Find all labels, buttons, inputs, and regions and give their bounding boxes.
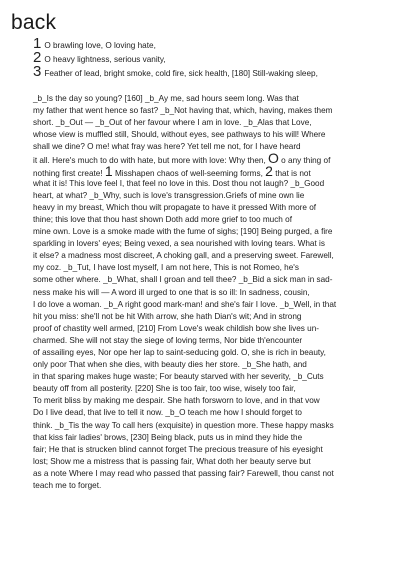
text-segment: nothing first create! [33,168,105,178]
back-link[interactable]: back [11,11,57,34]
text-line: my coz. _b_Tut, I have lost myself, I am not here, This is not Romeo, he's [33,263,299,273]
text-line: sparkling in lovers' eyes; Being vexed, a sea nourished with loving tears. What is [33,239,325,249]
text-line: my father that went hence so fast? _b_Not having that, which, having, makes them [33,106,333,116]
text-line: of assailing eyes, Nor ope her lap to saint-seducing gold. O, she is rich in beauty, [33,347,326,357]
line-number: 1 [33,35,42,52]
text-line: heavy in my breast, Which thou wilt propagate to have it pressed With more of [33,202,317,212]
text-line: lost; Show me a mistress that is passing fair, What doth her beauty serve but [33,456,311,466]
text-line: proof of chastity well armed, [210] From Love's weak childish bow she lives un- [33,323,319,333]
text-segment: o any thing of [278,156,331,166]
text-line: only poor That when she dies, with beauty dies her store. _b_She hath, and [33,360,307,370]
text-line: _b_Is the day so young? [160] _b_Ay me, sad hours seem long. Was that [33,94,299,103]
text-line: heart, at what? _b_Why, such is love's transgression.Griefs of mine own lie [33,190,305,200]
text-line: in that sparing makes huge waste; For beauty starved with her severity, _b_Cuts [33,372,324,382]
text-segment: that is not [272,168,311,178]
text-line: To merit bliss by making me despair. She hath forsworn to love, and in that vow [33,396,320,406]
text-line [33,150,399,167]
text-segment: Misshapen chaos of well-seeming forms, [112,168,266,178]
text-line: teach me to forget. [33,481,102,490]
line-number: 2 [33,49,42,66]
text-line: think. _b_Tis the way To call hers (exquisite) in question more. These happy masks [33,420,334,430]
text-line: some other where. _b_What, shall I groan and tell thee? _b_Bid a sick man in sad- [33,275,333,285]
inline-marker: 2 [265,162,273,179]
line-number: 3 [33,63,42,80]
line-text: Feather of lead, bright smoke, cold fire, sick health, [180] Still-waking sleep, [44,69,318,78]
text-segment: it all. Here's much to do with hate, but more with love: Why then, [33,156,269,166]
line-text: O brawling love, O loving hate, [44,41,156,50]
text-line: thine; this love that thou hast shown Doth add more grief to too much of [33,214,292,224]
text-line: charmed. She will not stay the siege of loving terms, Nor bide th'encounter [33,335,303,345]
text-line: what it is! This love feel I, that feel no love in this. Dost thou not laugh? _b_Good [33,178,325,188]
body-text [33,93,399,492]
numbered-line [33,51,403,65]
text-line: beauty off from all posterity. [220] She is too fair, too wise, wisely too fair, [33,384,296,394]
line-text: O heavy lightness, serious vanity, [44,55,166,64]
text-line [33,162,399,179]
text-line: that kiss fair ladies' brows, [230] Being black, puts us in mind they hide the [33,432,303,442]
text-line: I do love a woman. _b_A right good mark-man! and she's fair I love. _b_Well, in that [33,299,337,309]
text-line: fair; He that is strucken blind cannot forget The precious treasure of his eyesight [33,444,323,454]
numbered-line [33,37,403,51]
numbered-lines [33,37,403,79]
text-line: mine own. Love is a smoke made with the fume of sighs; [190] Being purged, a fire [33,227,333,237]
text-line: hit you miss: she'll not be hit With arrow, she hath Dian's wit; And in strong [33,311,302,321]
text-line: it else? a madness most discreet, A choking gall, and a preserving sweet. Farewell, [33,251,334,261]
text-line: shall we dine? O me! what fray was here? Yet tell me not, for I have heard [33,142,301,152]
numbered-line [33,65,403,79]
inline-marker: O [268,150,279,167]
inline-marker: 1 [104,162,113,179]
text-line: ness make his will — A word ill urged to one that is so ill: In sadness, cousin, [33,287,310,297]
text-line: as a note Where I may read who passed that passing fair? Farewell, thou canst not [33,468,334,478]
text-line: short. _b_Out — _b_Out of her favour where I am in love. _b_Alas that Love, [33,118,312,128]
text-line: whose view is muffled still, Should, without eyes, see pathways to his will! Where [33,130,326,140]
text-line: Do I live dead, that live to tell it now. _b_O teach me how I should forget to [33,408,302,418]
